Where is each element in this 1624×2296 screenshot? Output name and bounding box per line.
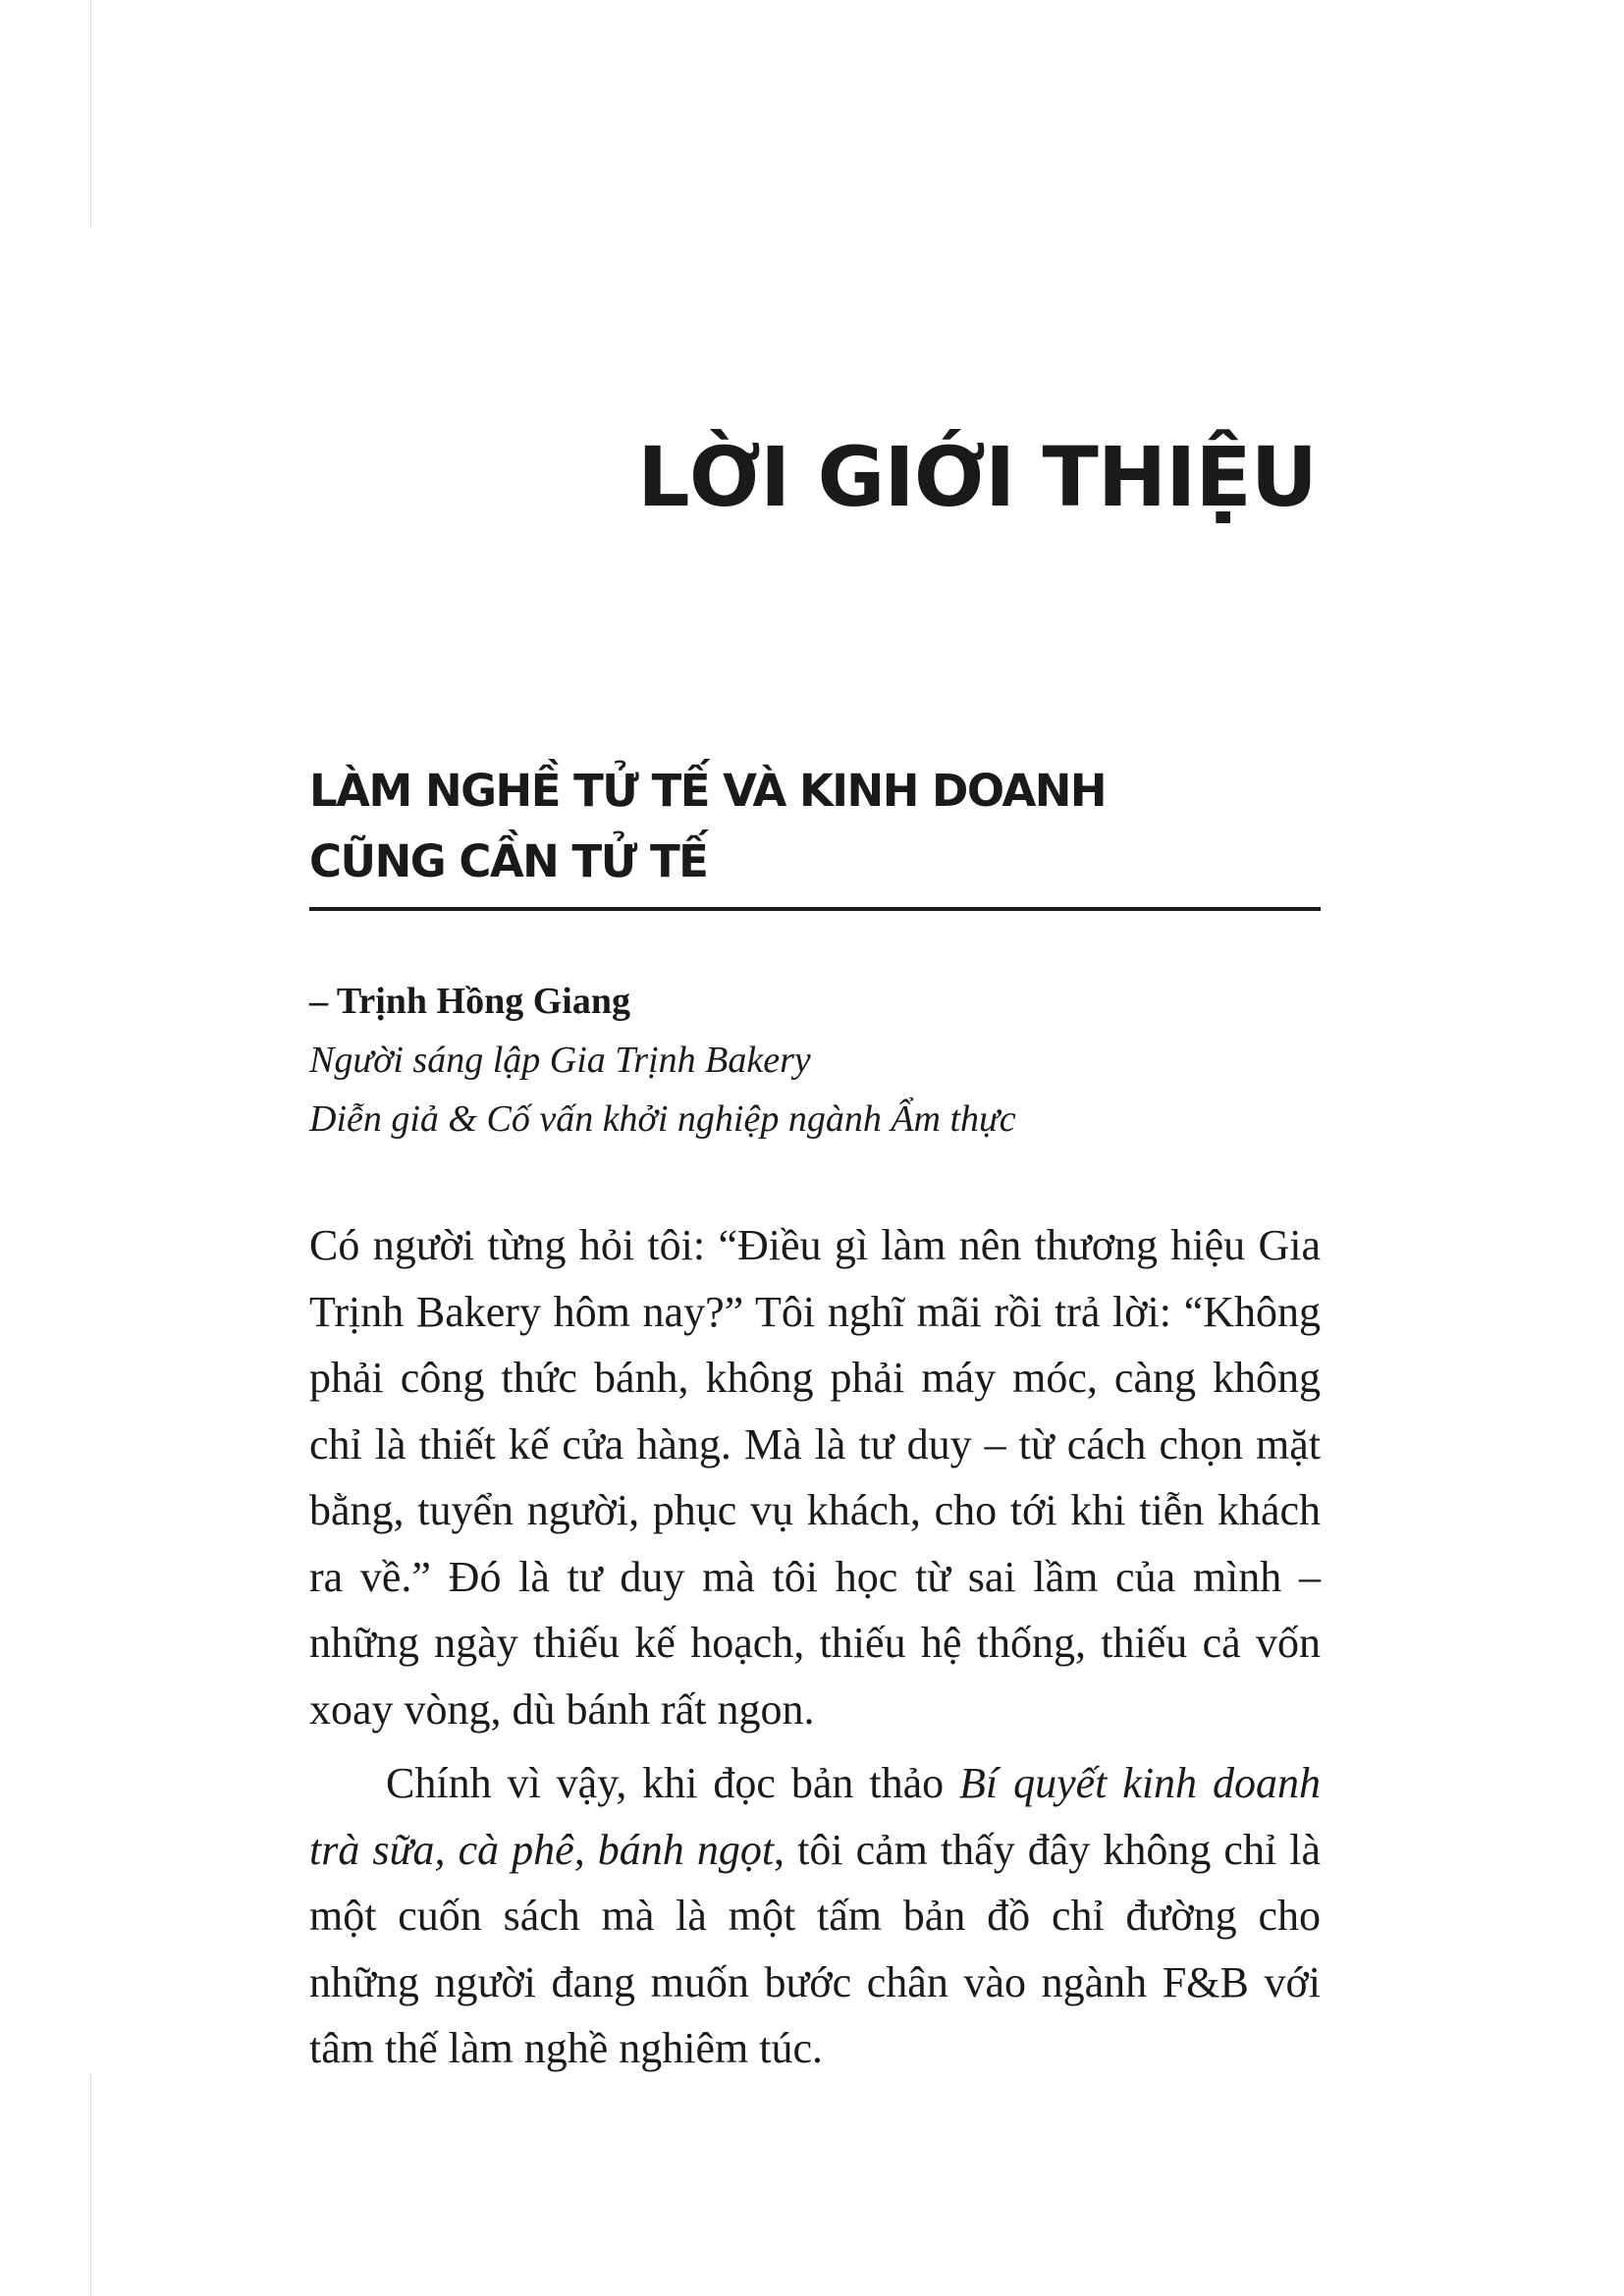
- byline: [309, 972, 1321, 1148]
- page-edge-line-top: [90, 0, 91, 228]
- page-edge-line-bottom: [90, 2073, 91, 2296]
- body-paragraph-1: Có người từng hỏi tôi: “Điều gì làm nên thương hiệu Gia Trịnh Bakery hôm nay?” Tôi nghĩ mãi rồi trả lời: “Không phải công thức bánh, không phải máy móc, càng không chỉ là thiết kế cửa hàng. Mà là tư duy – từ cách chọn mặt bằng, tuyển người, phục vụ khách, cho tới khi tiễn khách ra về.” Đó là tư duy mà tôi học từ sai lầm của mình – những ngày thiếu kế hoạch, thiếu hệ thống, thiếu cả vốn xoay vòng, dù bánh rất ngon.: [309, 1221, 1321, 1734]
- byline-role-founder: Người sáng lập Gia Trịnh Bakery: [309, 1040, 811, 1081]
- body-paragraph-2-intro: Chính vì vậy, khi đọc bản thảo: [386, 1759, 960, 1807]
- section-heading-line-2: CŨNG CẦN TỬ TẾ: [309, 835, 708, 887]
- byline-role-speaker: Diễn giả & Cố vấn khởi nghiệp ngành Ẩm thực: [309, 1098, 1016, 1140]
- body-paragraph-2: [309, 1750, 1321, 2082]
- body-text: [309, 1212, 1321, 2082]
- book-title: Bí quyết kinh doanh trà sữa, cà phê, bánh ngọt: [309, 1759, 1321, 1874]
- body-paragraph-2-rest: , tôi cảm thấy đây không chỉ là một cuốn sách mà là một tấm bản đồ chỉ đường cho những người đang muốn bước chân vào ngành F&B với tâm thế làm nghề nghiêm túc.: [309, 1825, 1321, 2072]
- section-heading-line-1: LÀM NGHỀ TỬ TẾ VÀ KINH DOANH: [309, 765, 1107, 817]
- section-heading: [309, 756, 1321, 897]
- byline-author: – Trịnh Hồng Giang: [309, 981, 630, 1022]
- heading-divider: [309, 907, 1321, 911]
- chapter-title: LỜI GIỚI THIỆU: [637, 429, 1317, 525]
